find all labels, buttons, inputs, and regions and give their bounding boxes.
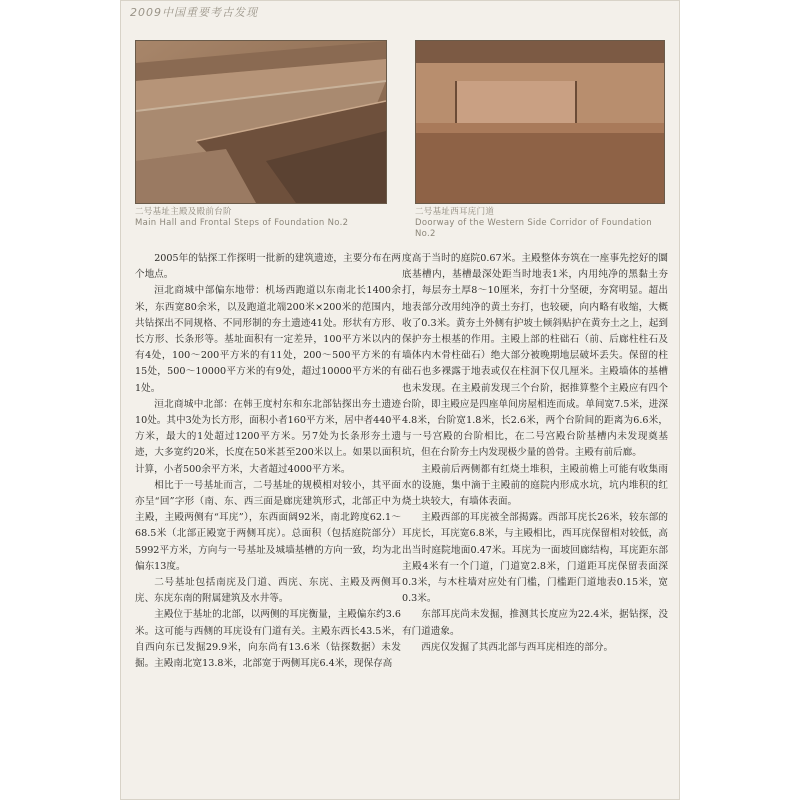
paragraph: 东部耳庑尚未发掘，推测其长度应为22.4米，据钻探，没有门道遗象。 — [402, 609, 668, 637]
running-title: 2009中国重要考古发现 — [130, 6, 258, 19]
photo-west-doorway — [415, 40, 665, 204]
caption-en: Main Hall and Frontal Steps of Foundation No.2 — [135, 218, 349, 228]
paragraph: 度高于当时的庭院0.67米。主殿整体夯筑在一座事先挖好的圜底基槽内，基槽最深处距当时地表1米，内用纯净的黑黏土夯打，每层夯土厚8～10厘米，夯打十分坚硬，夯窝明显。超出地表部分改用纯净的黄土夯打，也较硬，向内略有收缩，大概收了0.3米。黄夯土外侧有护坡土倾斜贴护在黄夯土之上，起到保护夯土根基的作用。主殿上部的柱础石（前、后廊柱柱石及墙体内木骨柱础石）绝大部分被晚期地层破坏丢失。保留的柱础石也多裸露于地表或仅在柱洞下仅几厘米。主殿墙体的基槽也未发现。在主殿前发现三个台阶，据推算整个主殿应有四个台阶，即主殿应是四座单间房屋相连而成。单间宽7.5米，进深4.8米，台阶宽1.8米，长2.6米，两个台阶间的距离为6.6米，与一号宫殿的台阶相比，在二号宫殿台阶基槽内未发现奠基坑，但在台阶夯土内发现极少量的兽骨。主殿有前后廊。 — [402, 253, 668, 459]
caption-cn: 二号基址西耳庑门道 — [415, 207, 495, 217]
caption-west-doorway — [415, 207, 665, 240]
excavation-photo-left — [136, 41, 386, 203]
paragraph: 主殿位于基址的北部，以两侧的耳庑衡量，主殿偏东约3.6米。这可能与西侧的耳庑设有门道有关。主殿东西长43.5米，自西向东已发掘29.9米，向东尚有13.6米（钻探数据）未发掘。主殿南北宽13.8米，北部宽于两侧耳庑6.4米，现保存高 — [135, 609, 401, 670]
photo-main-hall — [135, 40, 387, 204]
excavation-photo-right — [416, 41, 664, 203]
text-column-left — [135, 251, 401, 672]
paragraph: 洹北商城中北部：在韩王度村东和东北部钻探出夯土遗迹10处。其中3处为长方形，面积小者160平方米，居中者440平方米，最大的1处超过1200平方米。另7处为长条形夯土遗迹，大多宽约20米，长度在50米甚至200米以上。如果以面积计算，小者500余平方米，大者超过4000平方米。 — [135, 398, 401, 475]
caption-cn: 二号基址主殿及殿前台阶 — [135, 207, 232, 217]
paragraph: 西庑仅发掘了其西北部与西耳庑相连的部分。 — [421, 641, 614, 653]
caption-main-hall — [135, 207, 385, 229]
paragraph: 二号基址包括南庑及门道、西庑、东庑、主殿及两侧耳庑、东庑东南的附属建筑及水井等。 — [135, 577, 401, 605]
paragraph: 2005年的钻探工作探明一批新的建筑遗迹，主要分布在两个地点。 — [135, 253, 401, 281]
paragraph: 洹北商城中部偏东地带：机场西跑道以东南北长1400余米，东西宽80余米，以及跑道北端200米×200米的范围内，共钻探出不同规格、不同形制的夯土遗迹41处。形状有方形、长方形、长条形等。基址面积有一定差异，100平方米以内的有4处，100～200平方米的有11处，200～500平方米的有15处，500～10000平方米的有9处，超过10000平方米的有1处。 — [135, 285, 401, 394]
paragraph: 主殿前后两侧都有红烧土堆积，主殿前檐上可能有收集雨水的设施，集中滴于主殿前的庭院内形成水坑，坑内堆积的红烧土块较大，有墙体表面。 — [402, 463, 668, 508]
paragraph: 相比于一号基址而言，二号基址的规模相对较小，其平面亦呈“回”字形（南、东、西三面是廊庑建筑形式，北部正中为主殿，主殿两侧有“耳庑”），东西面阔92米，南北跨度62.1～68.5米（北部正殿宽于两侧耳庑）。总面积（包括庭院部分）5992平方米，方向与一号基址及城墙基槽的方向一致，均为北偏东13度。 — [135, 479, 401, 572]
book-page — [120, 0, 680, 800]
caption-en: Doorway of the Western Side Corridor of Foundation No.2 — [415, 218, 652, 239]
text-column-right — [402, 251, 668, 656]
paragraph: 主殿西部的耳庑被全部揭露。西部耳庑长26米，较东部的耳庑长，耳庑宽6.8米，与主殿相比，西耳庑保留相对较低，高出当时庭院地面0.47米。耳庑为一面坡回廊结构，耳庑距东部主殿4米有一个门道，门道宽2.8米，门道距耳庑保留表面深0.3米，与木柱墙对应处有门槛，门槛距门道地表0.15米，宽0.3米。 — [402, 512, 668, 605]
